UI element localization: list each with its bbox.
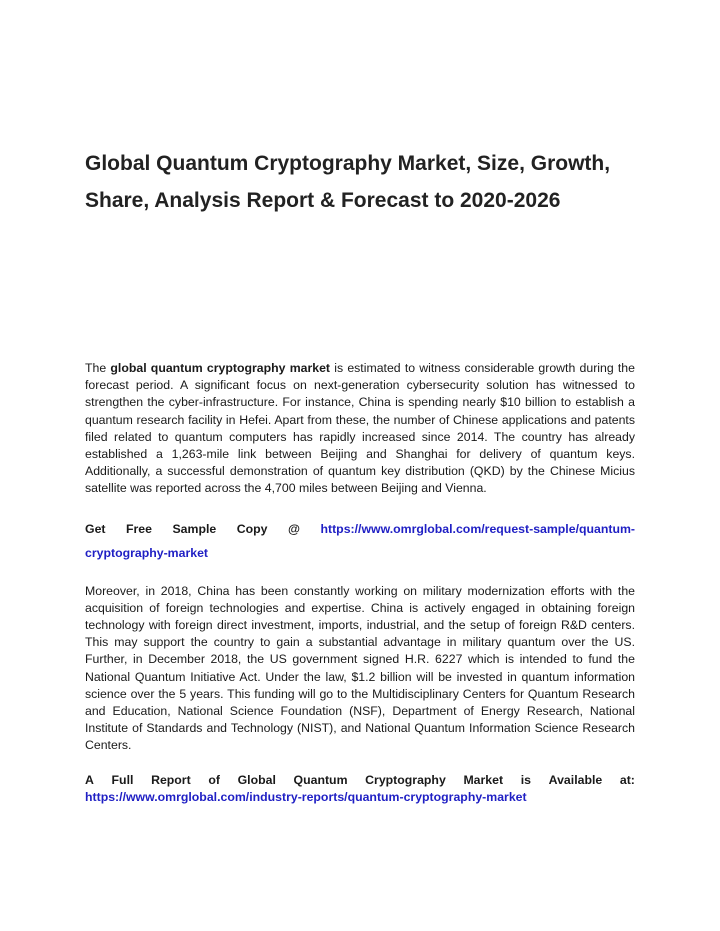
page-title xyxy=(85,145,645,219)
report-word: at: xyxy=(619,772,635,787)
report-word: is xyxy=(520,772,532,787)
sample-word: @ xyxy=(287,521,300,536)
sample-link-continued[interactable]: cryptography-market xyxy=(85,545,209,560)
full-report-callout xyxy=(85,772,635,806)
intro-text: is estimated to witness considerable growth during the forecast period. A significant focus on next-generation cybersecurity solution has witnessed to strengthen the cyber-infrastructure. For instance, China is spending nearly $10 billion to establish a quantum research facility in Hefei. Apart from these, the number of Chinese applications and patents filed related to quantum computers has rapidly increased since 2014. The country has already established a 1,263-mile link between Beijing and Shanghai for delivery of quantum keys. Additionally, a successful demonstration of quantum key distribution (QKD) by the Chinese Micius satellite was reported across the 4,700 miles between Beijing and Vienna. xyxy=(85,361,635,496)
title-line-2: Share, Analysis Report & Forecast to 2020-2026 xyxy=(85,189,561,212)
sample-word: Get xyxy=(85,521,106,536)
sample-link[interactable]: https://www.omrglobal.com/request-sample/quantum- xyxy=(320,521,635,536)
body-paragraph-2: Moreover, in 2018, China has been constantly working on military modernization efforts with the acquisition of foreign technologies and expertise. China is actively engaged in obtaining foreign technology with foreign direct investment, imports, industrial, and the setup of foreign R&D centers. This may support the country to gain a substantial advantage in military quantum over the US. Further, in December 2018, the US government signed H.R. 6227 which is intended to fund the National Quantum Initiative Act. Under the law, $1.2 billion will be invested in quantum information science over the 5 years. This funding will go to the Multidisciplinary Centers for Quantum Research and Education, National Science Foundation (NSF), Department of Energy Research, National Institute of Standards and Technology (NIST), and National Quantum Information Science Research Centers. xyxy=(85,583,635,753)
full-report-link[interactable]: https://www.omrglobal.com/industry-reports/quantum-cryptography-market xyxy=(85,789,527,804)
full-report-row xyxy=(85,772,635,789)
report-word: Report xyxy=(151,772,191,787)
intro-paragraph xyxy=(85,360,635,498)
report-word: Global xyxy=(237,772,276,787)
sample-word: Free xyxy=(126,521,152,536)
report-link-row xyxy=(85,789,635,806)
document-body xyxy=(85,360,635,806)
report-word: of xyxy=(208,772,220,787)
sample-copy-row xyxy=(85,517,635,541)
sample-word: Sample xyxy=(172,521,217,536)
report-word: Full xyxy=(111,772,134,787)
report-word: A xyxy=(85,772,94,787)
report-word: Market xyxy=(463,772,504,787)
report-word: Cryptography xyxy=(365,772,446,787)
intro-bold-phrase: global quantum cryptography market xyxy=(110,361,331,375)
sample-copy-callout xyxy=(85,517,635,565)
sample-word: Copy xyxy=(236,521,268,536)
intro-lead: The xyxy=(85,361,107,375)
report-word: Available xyxy=(548,772,603,787)
report-word: Quantum xyxy=(293,772,348,787)
sample-link-continued-row xyxy=(85,541,635,565)
title-line-1: Global Quantum Cryptography Market, Size, Growth, xyxy=(85,152,611,175)
